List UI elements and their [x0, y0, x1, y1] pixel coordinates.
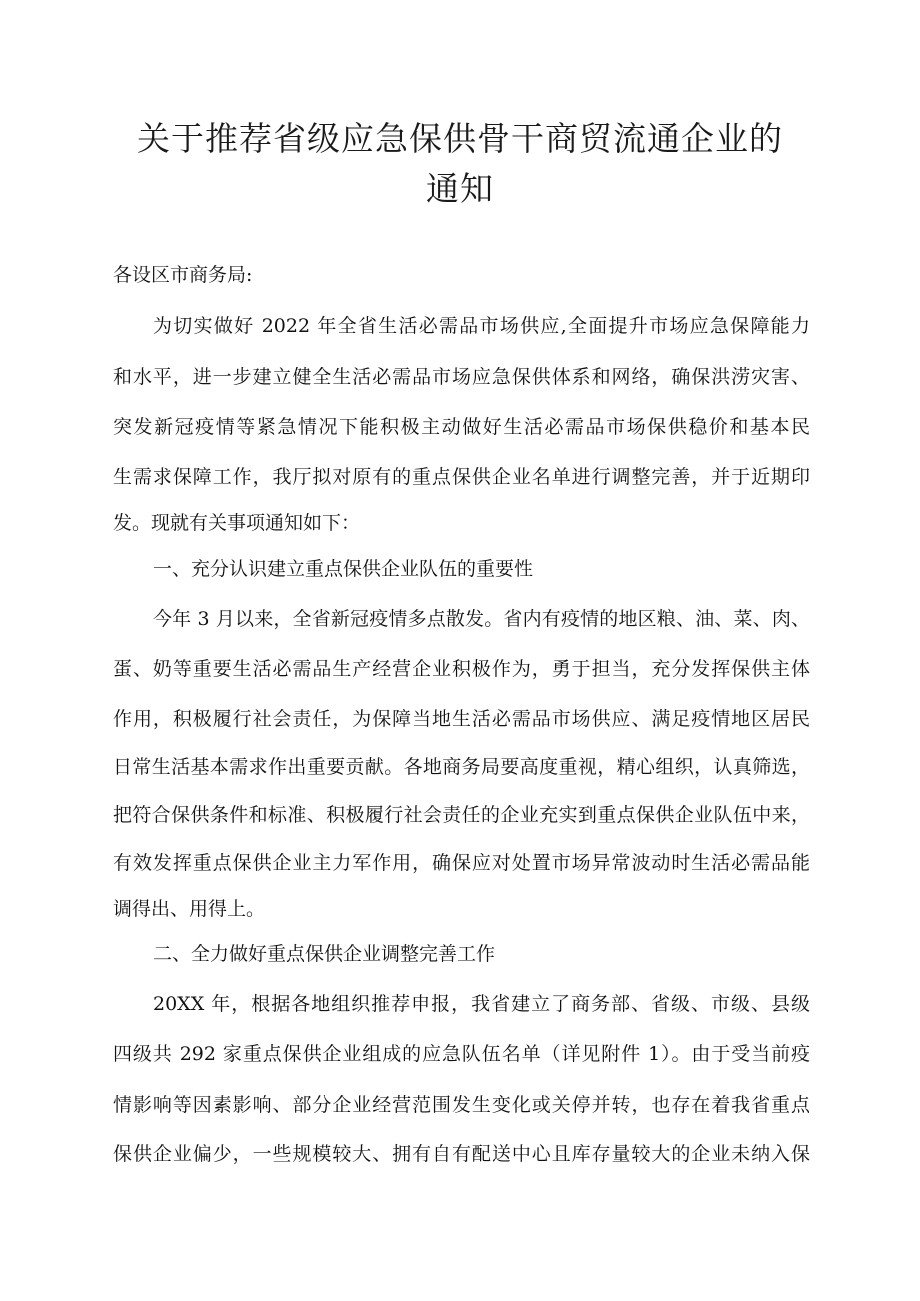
document-title-line-1: 关于推荐省级应急保供骨干商贸流通企业的 [137, 119, 783, 158]
paragraph-line: 发。现就有关事项通知如下： [113, 512, 361, 534]
paragraph-line: 把符合保供条件和标准、积极履行社会责任的企业充实到重点保供企业队伍中来， [113, 804, 810, 826]
paragraph-line: 蛋、奶等重要生活必需品生产经营企业积极作为，勇于担当，充分发挥保供主体 [113, 658, 810, 680]
paragraph-line: 20XX 年，根据各地组织推荐申报，我省建立了商务部、省级、市级、县级 [153, 993, 810, 1015]
paragraph-line: 生需求保障工作，我厅拟对原有的重点保供企业名单进行调整完善，并于近期印 [113, 466, 810, 488]
paragraph-line: 作用，积极履行社会责任，为保障当地生活必需品市场供应、满足疫情地区居民 [113, 708, 810, 730]
salutation: 各设区市商务局: [113, 264, 253, 286]
section-heading-2: 二、全力做好重点保供企业调整完善工作 [153, 943, 496, 965]
paragraph-line: 调得出、用得上。 [113, 898, 266, 920]
paragraph-line: 今年 3 月以来，全省新冠疫情多点散发。省内有疫情的地区粮、油、菜、肉、 [153, 608, 810, 630]
paragraph-line: 情影响等因素影响、部分企业经营范围发生变化或关停并转，也存在着我省重点 [113, 1094, 810, 1116]
section-heading-1: 一、充分认识建立重点保供企业队伍的重要性 [153, 558, 534, 580]
paragraph-line: 日常生活基本需求作出重要贡献。各地商务局要高度重视，精心组织，认真筛选， [113, 756, 810, 778]
document-title-line-2: 通知 [426, 169, 494, 208]
paragraph-line: 有效发挥重点保供企业主力军作用，确保应对处置市场异常波动时生活必需品能 [113, 852, 810, 874]
paragraph-line: 保供企业偏少，一些规模较大、拥有自有配送中心且库存量较大的企业未纳入保 [113, 1143, 810, 1165]
paragraph-line: 和水平，进一步建立健全生活必需品市场应急保供体系和网络，确保洪涝灾害、 [113, 366, 810, 388]
paragraph-line: 四级共 292 家重点保供企业组成的应急队伍名单（详见附件 1）。由于受当前疫 [113, 1043, 810, 1065]
paragraph-line: 突发新冠疫情等紧急情况下能积极主动做好生活必需品市场保供稳价和基本民 [113, 416, 810, 438]
paragraph-line: 为切实做好 2022 年全省生活必需品市场供应,全面提升市场应急保障能力 [153, 315, 810, 337]
document-body [113, 0, 813, 1301]
